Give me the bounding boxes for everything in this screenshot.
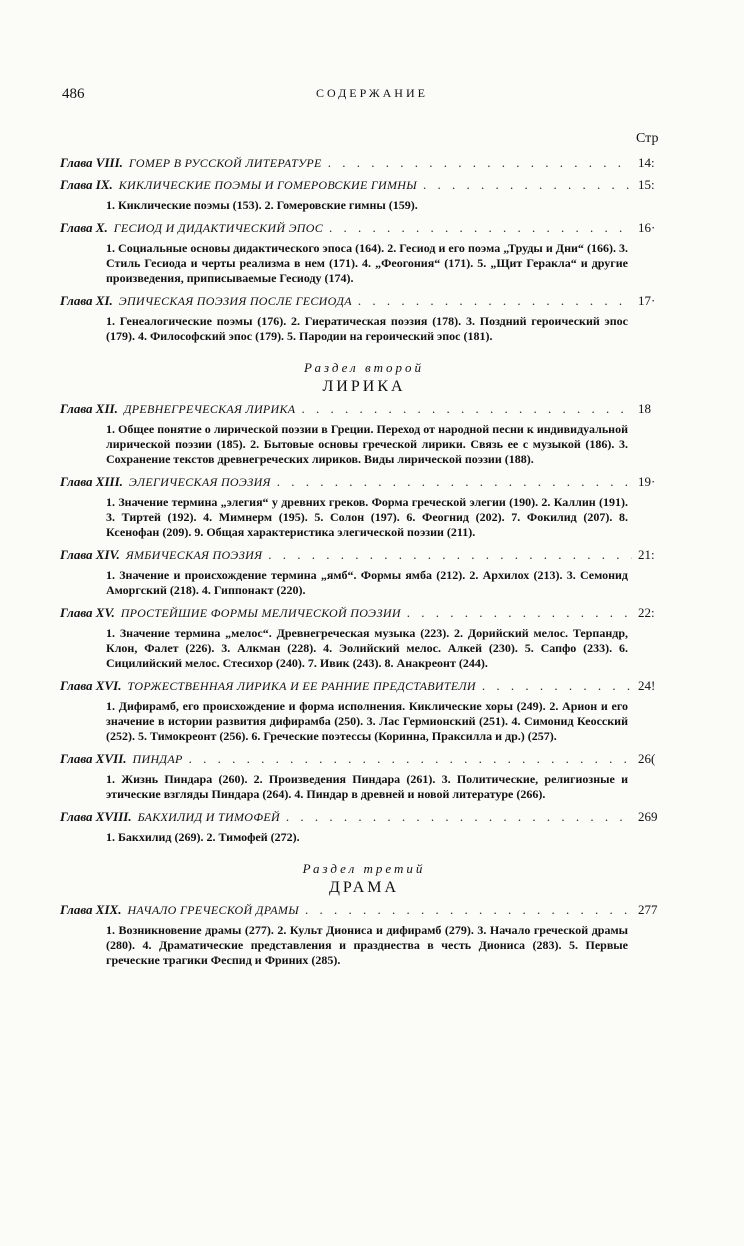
chapter-page-number: 14:	[638, 155, 655, 170]
dot-leader	[358, 292, 632, 310]
chapter-number: Глава IX.	[60, 177, 113, 192]
chapter-title: ГЕСИОД И ДИДАКТИЧЕСКИЙ ЭПОС	[113, 221, 323, 235]
chapter-entry	[60, 901, 668, 919]
dot-leader	[305, 901, 632, 919]
chapter-entry	[60, 154, 668, 172]
dot-leader	[329, 219, 632, 237]
dot-leader	[286, 808, 632, 826]
dot-leader	[277, 473, 632, 491]
page-header	[62, 86, 682, 108]
part-label: Раздел третий	[302, 861, 426, 876]
chapter-title: ЭЛЕГИЧЕСКАЯ ПОЭЗИЯ	[128, 475, 271, 489]
chapter-number: Глава XVII.	[60, 751, 127, 766]
chapter-title: ЭПИЧЕСКАЯ ПОЭЗИЯ ПОСЛЕ ГЕСИОДА	[118, 294, 352, 308]
chapter-sections: 1. Значение термина „мелос“. Древнегреческая музыка (223). 2. Дорийский мелос. Терпандр, Клон, Фалет (226). 3. Алкман (228). 4. Эолийский мелос. Алкей (230). 5. Сапфо (233). 6. Сицилийский мелос. Стесихор (240). 7. Ивик (243). 8. Анакреонт (244).	[106, 626, 628, 670]
chapter-entry	[60, 400, 668, 418]
chapter-page-number: 18	[638, 401, 651, 416]
chapter-entry	[60, 473, 668, 491]
chapter-entry	[60, 292, 668, 310]
chapter-number: Глава XIII.	[60, 474, 123, 489]
chapter-page-number: 24!	[638, 678, 656, 693]
chapter-page-number: 15:	[638, 177, 655, 192]
chapter-sections: 1. Генеалогические поэмы (176). 2. Гиератическая поэзия (178). 3. Поздний героический эпос (179). 4. Философский эпос (179). 5. Пародии на героический эпос (181).	[106, 314, 628, 343]
chapter-sections: 1. Бакхилид (269). 2. Тимофей (272).	[106, 830, 300, 844]
part-title: ЛИРИКА	[322, 378, 406, 395]
dot-leader	[407, 604, 632, 622]
chapter-number: Глава XIV.	[60, 547, 120, 562]
dot-leader	[482, 677, 632, 695]
chapter-number: Глава XVIII.	[60, 809, 132, 824]
chapter-sections: 1. Общее понятие о лирической поэзии в Греции. Переход от народной песни к индивидуальной лирической поэзии (185). 2. Бытовые основы греческой лирики. Связь ее с музыкой (186). 3. Сохранение текстов древнегреческих лириков. Виды лирической поэзии (188).	[106, 422, 628, 466]
chapter-page-number: 16·	[638, 220, 656, 235]
page-column-label: Стр	[636, 131, 659, 146]
chapter-entry	[60, 677, 668, 695]
chapter-title: ГОМЕР В РУССКОЙ ЛИТЕРАТУРЕ	[128, 156, 322, 170]
chapter-title: ДРЕВНЕГРЕЧЕСКАЯ ЛИРИКА	[123, 402, 296, 416]
page-number: 486	[62, 86, 85, 102]
chapter-entry	[60, 219, 668, 237]
chapter-title: ПИНДАР	[132, 752, 183, 766]
chapter-sections: 1. Дифирамб, его происхождение и форма исполнения. Киклические хоры (249). 2. Арион и его значение в истории развития дифирамба (250). 3. Лас Гермионский (251). 4. Симонид Кеосский (252). 5. Тимокреонт (256). 6. Греческие поэтессы (Коринна, Праксилла и др.) (257).	[106, 699, 628, 743]
chapter-entry	[60, 750, 668, 768]
dot-leader	[189, 750, 632, 768]
chapter-sections: 1. Киклические поэмы (153). 2. Гомеровские гимны (159).	[106, 198, 418, 212]
chapter-number: Глава XII.	[60, 401, 118, 416]
chapter-page-number: 17·	[638, 293, 656, 308]
chapter-title: ТОРЖЕСТВЕННАЯ ЛИРИКА И ЕЕ РАННИЕ ПРЕДСТАВИТЕЛИ	[127, 679, 476, 693]
chapter-number: Глава XI.	[60, 293, 113, 308]
dot-leader	[423, 176, 632, 194]
chapter-title: ЯМБИЧЕСКАЯ ПОЭЗИЯ	[125, 548, 263, 562]
chapter-sections: 1. Значение и происхождение термина „ямб“. Формы ямба (212). 2. Архилох (213). 3. Семонид Аморгский (218). 4. Гиппонакт (220).	[106, 568, 628, 597]
chapter-title: НАЧАЛО ГРЕЧЕСКОЙ ДРАМЫ	[127, 903, 299, 917]
chapter-number: Глава VIII.	[60, 155, 123, 170]
chapter-entry	[60, 176, 668, 194]
chapter-sections: 1. Социальные основы дидактического эпоса (164). 2. Гесиод и его поэма „Труды и Дни“ (166). 3. Стиль Гесиода и черты реализма в нем (171). 4. „Феогония“ (171). 5. „Щит Геракла“ и другие произведения, приписываемые Гесиоду (174).	[106, 241, 628, 285]
chapter-page-number: 22:	[638, 605, 655, 620]
chapter-number: Глава XV.	[60, 605, 115, 620]
running-title: СОДЕРЖАНИЕ	[316, 86, 428, 100]
chapter-number: Глава XIX.	[60, 902, 122, 917]
part-label: Раздел второй	[304, 360, 424, 375]
dot-leader	[301, 400, 632, 418]
chapter-title: КИКЛИЧЕСКИЕ ПОЭМЫ И ГОМЕРОВСКИЕ ГИМНЫ	[118, 178, 418, 192]
chapter-title: ПРОСТЕЙШИЕ ФОРМЫ МЕЛИЧЕСКОЙ ПОЭЗИИ	[120, 606, 401, 620]
chapter-entry	[60, 604, 668, 622]
chapter-entry	[60, 808, 668, 826]
chapter-sections: 1. Значение термина „элегия“ у древних греков. Форма греческой элегии (190). 2. Каллин (191). 3. Тиртей (192). 4. Мимнерм (195). 5. Солон (197). 6. Феогнид (202). 7. Фокилид (207). 8. Ксенофан (209). 9. Общая характеристика элегической поэзии (211).	[106, 495, 628, 539]
chapter-title: БАКХИЛИД И ТИМОФЕЙ	[137, 810, 280, 824]
chapter-entry	[60, 546, 668, 564]
chapter-page-number: 26(	[638, 751, 656, 766]
chapter-sections: 1. Жизнь Пиндара (260). 2. Произведения Пиндара (261). 3. Политические, религиозные и этические взгляды Пиндара (264). 4. Пиндар в древней и новой литературе (266).	[106, 772, 628, 801]
chapter-page-number: 21:	[638, 547, 655, 562]
part-title: ДРАМА	[328, 879, 400, 896]
dot-leader	[328, 154, 632, 172]
chapter-page-number: 19·	[638, 474, 656, 489]
chapter-page-number: 269	[638, 809, 658, 824]
chapter-page-number: 277	[638, 902, 658, 917]
dot-leader	[268, 546, 632, 564]
chapter-number: Глава X.	[60, 220, 108, 235]
chapter-number: Глава XVI.	[60, 678, 122, 693]
table-of-contents	[60, 150, 668, 974]
chapter-sections: 1. Возникновение драмы (277). 2. Культ Диониса и дифирамб (279). 3. Начало греческой драмы (280). 4. Драматические представления и празднества в честь Диониса (283). 5. Первые греческие трагики Феспид и Фриних (285).	[106, 923, 628, 967]
